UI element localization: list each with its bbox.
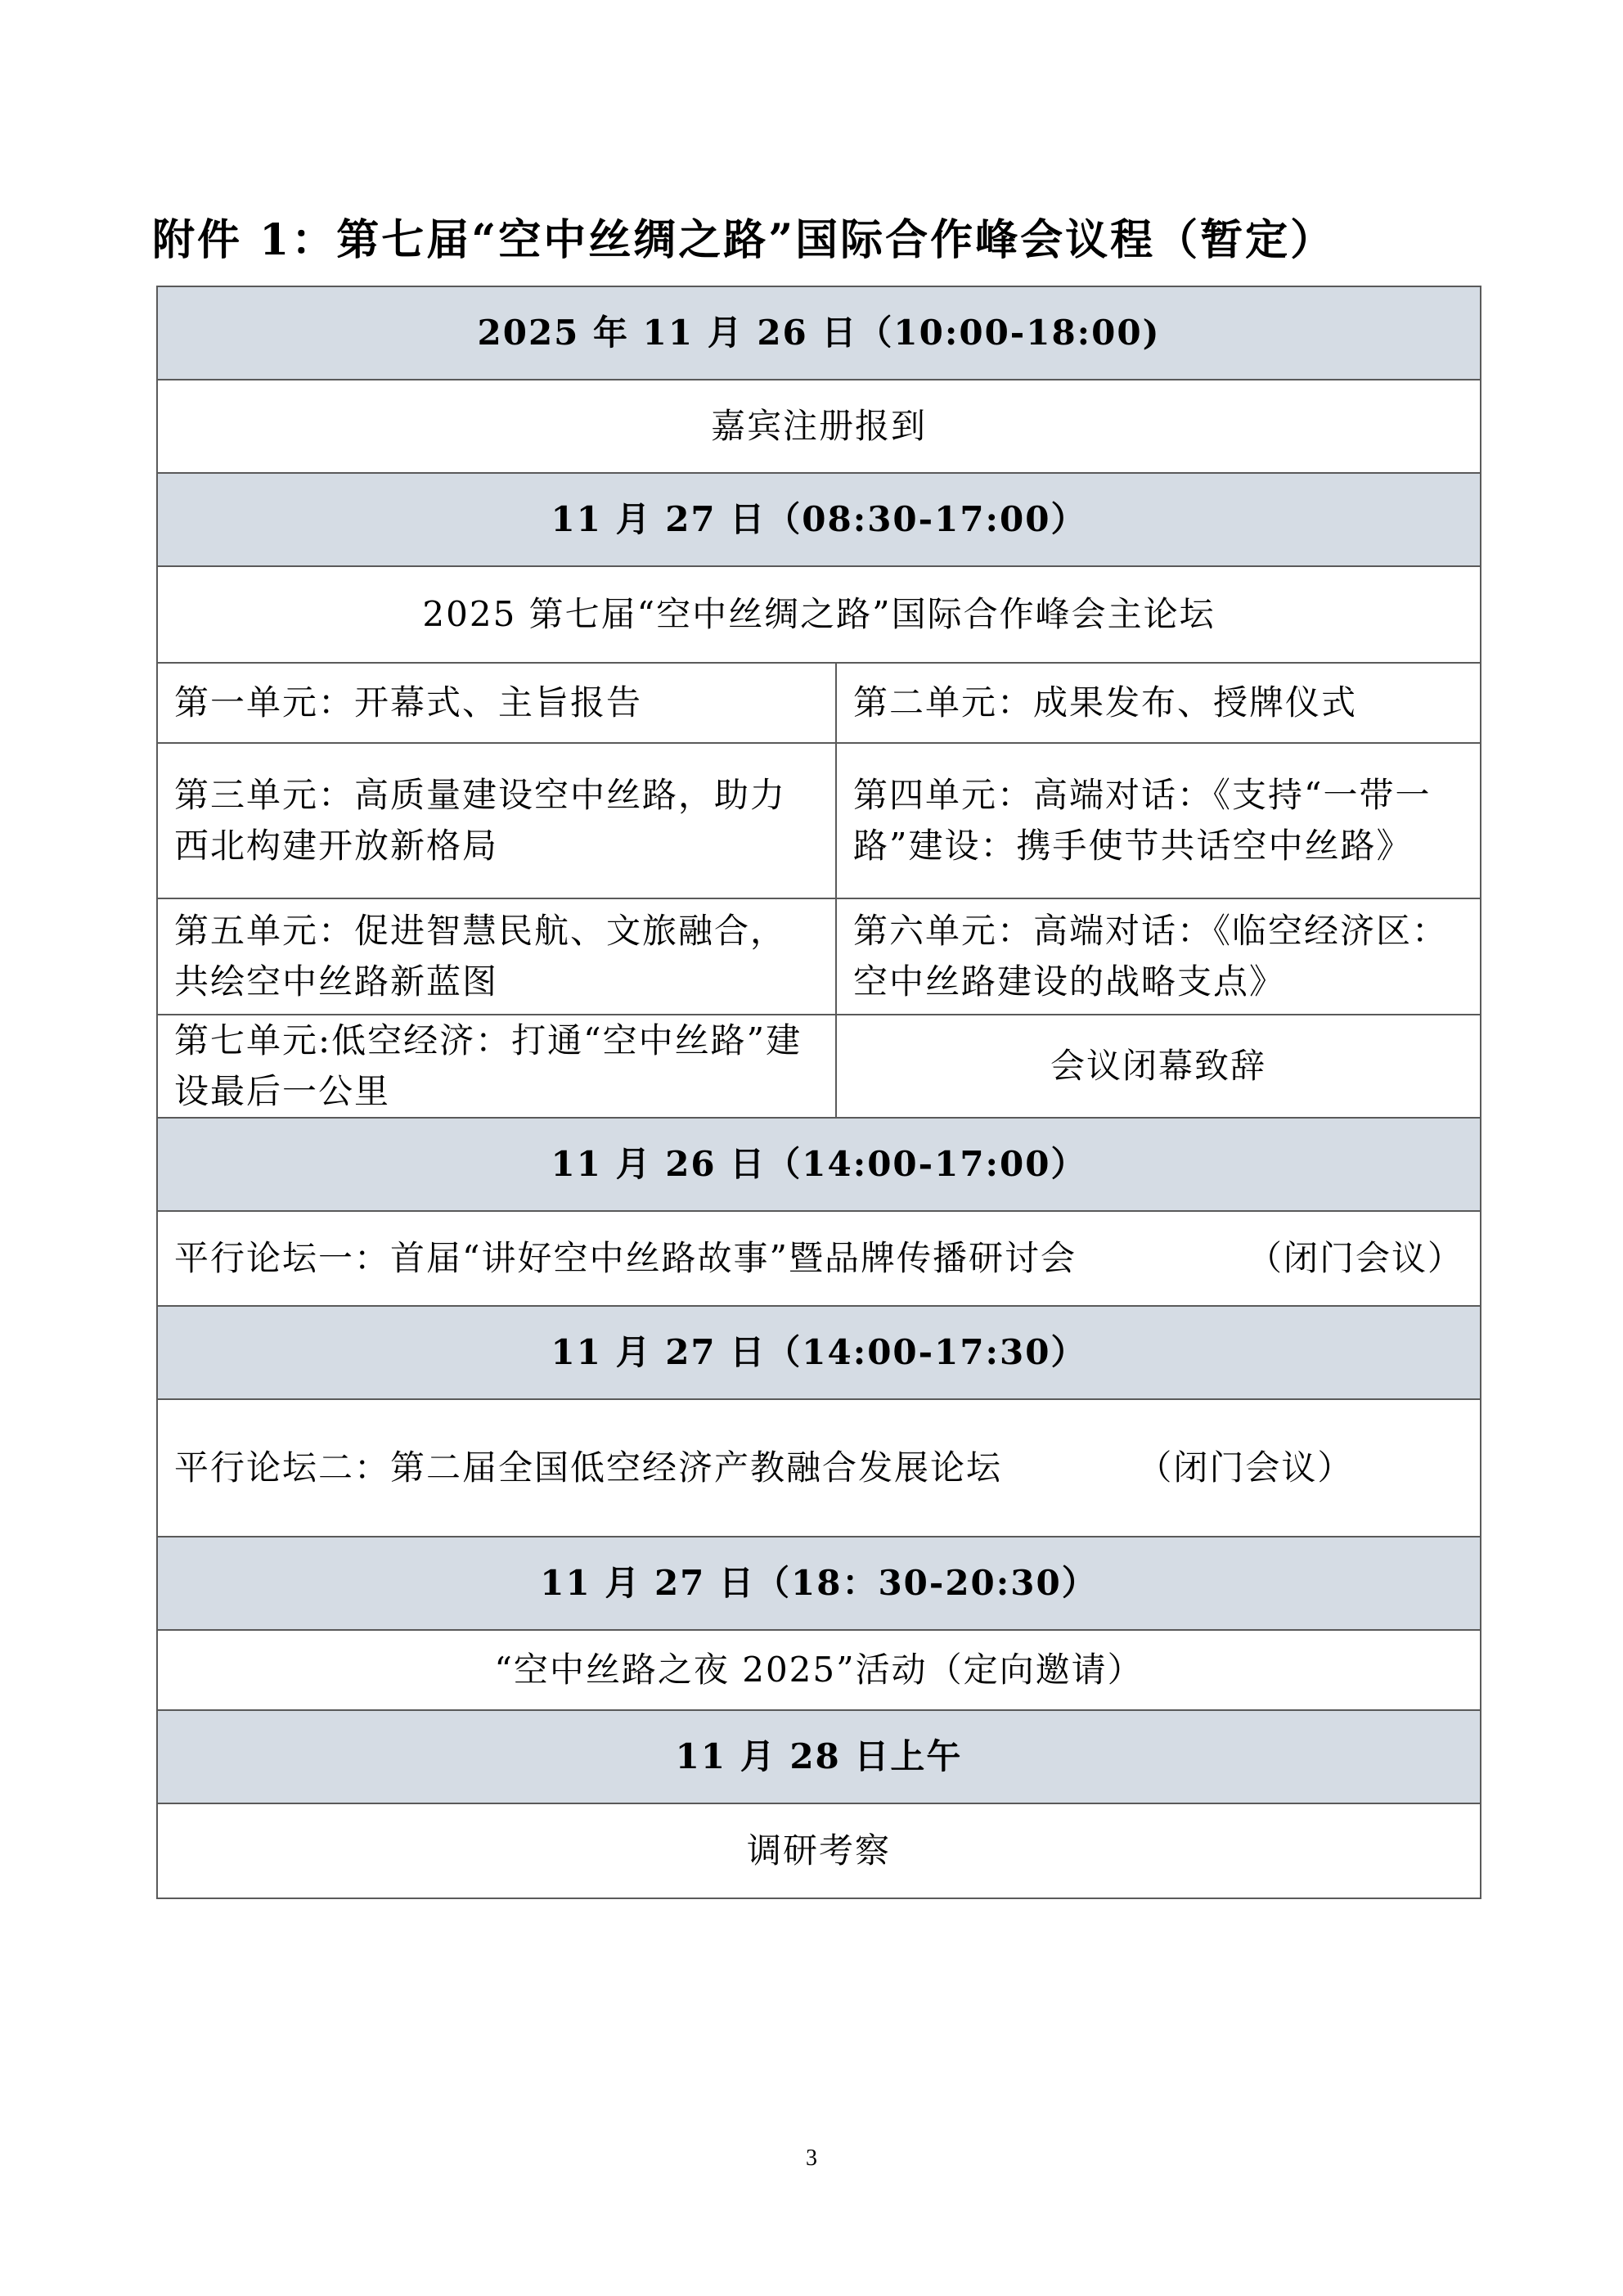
date-row	[157, 286, 1481, 380]
page-title: 附件 1：第七届“空中丝绸之路”国际合作峰会议程（暂定）	[152, 215, 1336, 265]
forum-title: 平行论坛一：首届“讲好空中丝路故事”暨品牌传播研讨会	[174, 1238, 1077, 1278]
date-header: 11 月 27 日（14:00-17:30）	[157, 1306, 1481, 1399]
unit-row	[157, 743, 1481, 898]
unit-cell: 第六单元：高端对话：《临空经济区：空中丝路建设的战略支点》	[836, 898, 1481, 1015]
parallel-forum-2	[157, 1399, 1481, 1537]
forum-title: 平行论坛二：第二届全国低空经济产教融合发展论坛	[174, 1447, 1003, 1488]
date-row	[157, 1306, 1481, 1399]
unit-row	[157, 1015, 1481, 1118]
agenda-row	[157, 566, 1481, 663]
date-row	[157, 473, 1481, 566]
unit-cell: 第二单元：成果发布、授牌仪式	[836, 663, 1481, 743]
date-header: 2025 年 11 月 26 日（10:00-18:00)	[157, 286, 1481, 380]
date-row	[157, 1118, 1481, 1211]
agenda-row	[157, 1803, 1481, 1898]
closed-door-note: （闭门会议）	[1137, 1447, 1354, 1488]
agenda-item: 嘉宾注册报到	[157, 380, 1481, 473]
date-header: 11 月 27 日（18：30-20:30）	[157, 1537, 1481, 1630]
agenda-table	[156, 286, 1481, 1899]
unit-cell: 第三单元：高质量建设空中丝路，助力西北构建开放新格局	[157, 743, 836, 898]
unit-cell: 第一单元：开幕式、主旨报告	[157, 663, 836, 743]
unit-cell: 第七单元:低空经济：打通“空中丝路”建设最后一公里	[157, 1015, 836, 1118]
date-header: 11 月 27 日（08:30-17:00）	[157, 473, 1481, 566]
date-row	[157, 1537, 1481, 1630]
agenda-row	[157, 1211, 1481, 1306]
date-header: 11 月 28 日上午	[157, 1710, 1481, 1803]
date-header: 11 月 26 日（14:00-17:00）	[157, 1118, 1481, 1211]
closed-door-note: （闭门会议）	[1248, 1238, 1464, 1278]
parallel-forum-1	[157, 1211, 1481, 1306]
unit-row	[157, 663, 1481, 743]
agenda-row	[157, 1399, 1481, 1537]
unit-cell: 第五单元：促进智慧民航、文旅融合，共绘空中丝路新蓝图	[157, 898, 836, 1015]
agenda-row	[157, 380, 1481, 473]
agenda-row	[157, 1630, 1481, 1710]
unit-cell: 第四单元：高端对话：《支持“一带一路”建设：携手使节共话空中丝路》	[836, 743, 1481, 898]
unit-row	[157, 898, 1481, 1015]
agenda-item: “空中丝路之夜 2025”活动（定向邀请）	[157, 1630, 1481, 1710]
closing-remarks: 会议闭幕致辞	[836, 1015, 1481, 1118]
main-forum-title: 2025 第七届“空中丝绸之路”国际合作峰会主论坛	[157, 566, 1481, 663]
agenda-item: 调研考察	[157, 1803, 1481, 1898]
date-row	[157, 1710, 1481, 1803]
page-number: 3	[806, 2145, 817, 2171]
